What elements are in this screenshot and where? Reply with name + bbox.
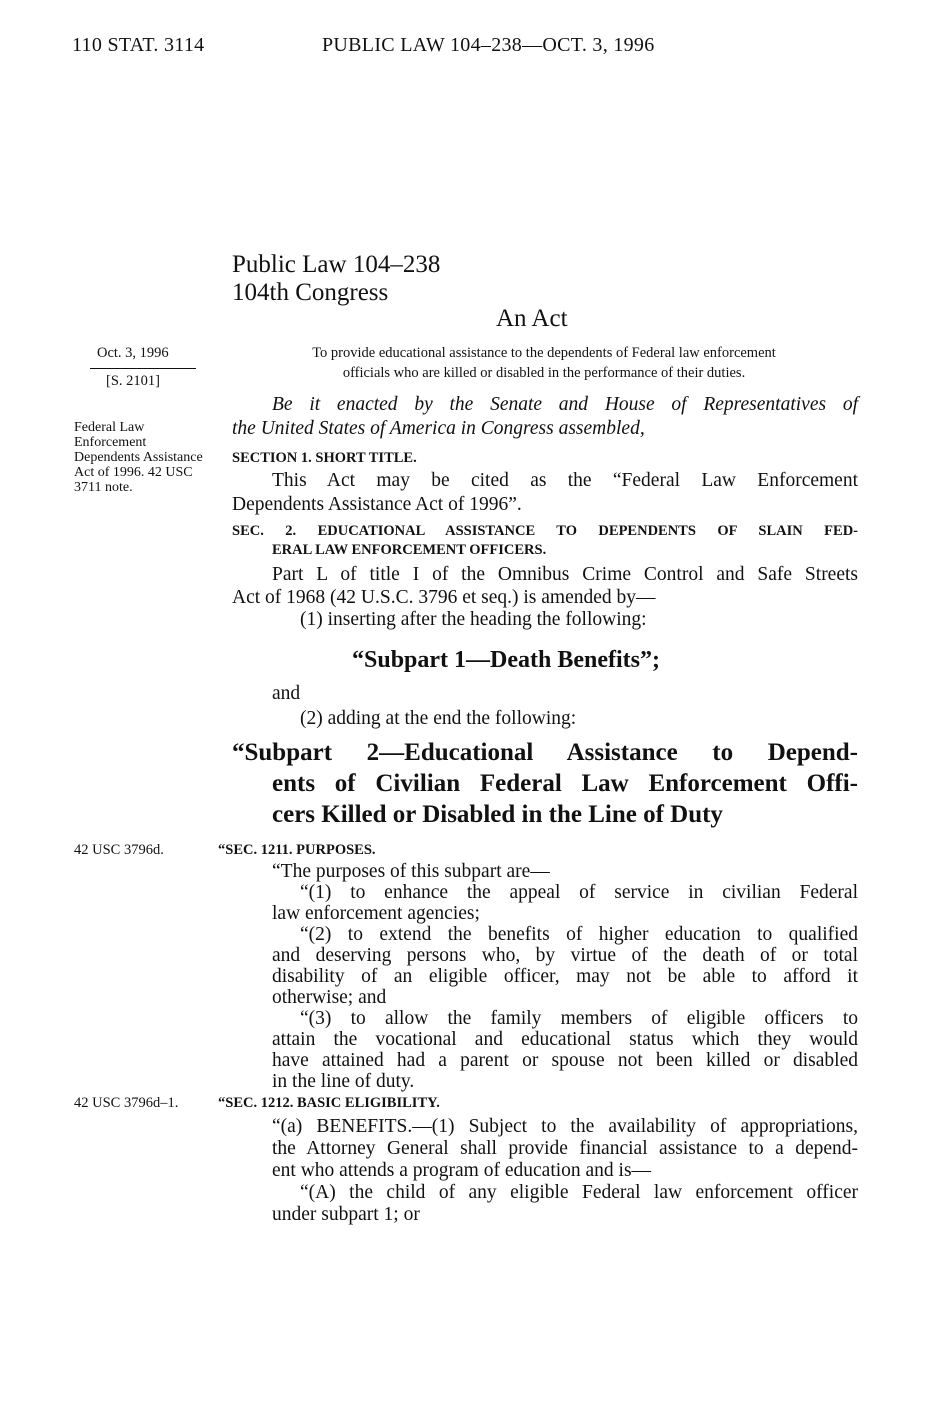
body-line: “(3) to allow the family members of eligible officers to [300, 1008, 858, 1029]
law-number: Public Law 104–238 [232, 251, 441, 278]
body-line: Part L of title I of the Omnibus Crime Control and Safe Streets [272, 564, 858, 585]
body-line: “(2) to extend the benefits of higher education to qualified [300, 924, 858, 945]
subpart-2-heading: “Subpart 2—Educational Assistance to Depend- [232, 739, 858, 766]
purpose-line: officials who are killed or disabled in the performance of their duties. [342, 365, 746, 381]
body-line: in the line of duty. [272, 1071, 415, 1092]
section-heading: SECTION 1. SHORT TITLE. [232, 450, 417, 466]
body-line: law enforcement agencies; [272, 903, 480, 924]
body-line: disability of an eligible officer, may not be able to afford it [272, 966, 858, 987]
subpart-1-heading: “Subpart 1—Death Benefits”; [352, 647, 661, 673]
body-line: Dependents Assistance Act of 1996”. [232, 494, 522, 515]
enacting-clause: Be it enacted by the Senate and House of Representatives of [272, 394, 858, 415]
act-heading: An Act [496, 305, 568, 332]
subpart-2-heading: ents of Civilian Federal Law Enforcement Offi- [272, 770, 858, 797]
sidenote-bill: [S. 2101] [106, 373, 160, 389]
sidenote-short-title: Federal Law Enforcement Dependents Assistance Act of 1996. 42 USC 3711 note. [74, 420, 203, 495]
body-line: “(1) to enhance the appeal of service in civilian Federal [300, 882, 858, 903]
body-line: “(A) the child of any eligible Federal law enforcement officer [300, 1182, 858, 1203]
sidenote-rule [90, 368, 196, 369]
subpart-2-heading: cers Killed or Disabled in the Line of Duty [272, 801, 723, 828]
body-line: and [272, 683, 301, 704]
running-title: PUBLIC LAW 104–238—OCT. 3, 1996 [322, 34, 655, 56]
section-heading: “SEC. 1212. BASIC ELIGIBILITY. [218, 1095, 440, 1111]
body-line: (1) inserting after the heading the following: [300, 609, 647, 630]
section-heading: “SEC. 1211. PURPOSES. [218, 842, 376, 858]
body-line: attain the vocational and educational status which they would [272, 1029, 858, 1050]
body-line: Act of 1968 (42 U.S.C. 3796 et seq.) is amended by— [232, 587, 656, 608]
sidenote-usc: 42 USC 3796d–1. [74, 1095, 179, 1111]
body-line: “(a) BENEFITS.—(1) Subject to the availability of appropriations, [272, 1116, 858, 1137]
purpose-line: To provide educational assistance to the dependents of Federal law enforcement [312, 345, 776, 361]
body-line: otherwise; and [272, 987, 387, 1008]
congress: 104th Congress [232, 279, 389, 306]
stat-page-number: 110 STAT. 3114 [72, 34, 205, 56]
body-line: ent who attends a program of education and is— [272, 1160, 652, 1181]
body-line: “The purposes of this subpart are— [272, 861, 550, 882]
body-line: This Act may be cited as the “Federal Law Enforcement [272, 470, 858, 491]
body-line: and deserving persons who, by virtue of the death of or total [272, 945, 858, 966]
body-line: have attained had a parent or spouse not been killed or disabled [272, 1050, 858, 1071]
section-heading: SEC. 2. EDUCATIONAL ASSISTANCE TO DEPENDENTS OF SLAIN FED- [232, 523, 858, 539]
sidenote-date: Oct. 3, 1996 [97, 345, 169, 361]
enacting-clause: the United States of America in Congress assembled, [232, 418, 645, 439]
body-line: the Attorney General shall provide financial assistance to a depend- [272, 1138, 858, 1159]
body-line: under subpart 1; or [272, 1204, 420, 1225]
sidenote-usc: 42 USC 3796d. [74, 842, 164, 858]
body-line: (2) adding at the end the following: [300, 708, 577, 729]
section-heading: ERAL LAW ENFORCEMENT OFFICERS. [272, 542, 547, 558]
